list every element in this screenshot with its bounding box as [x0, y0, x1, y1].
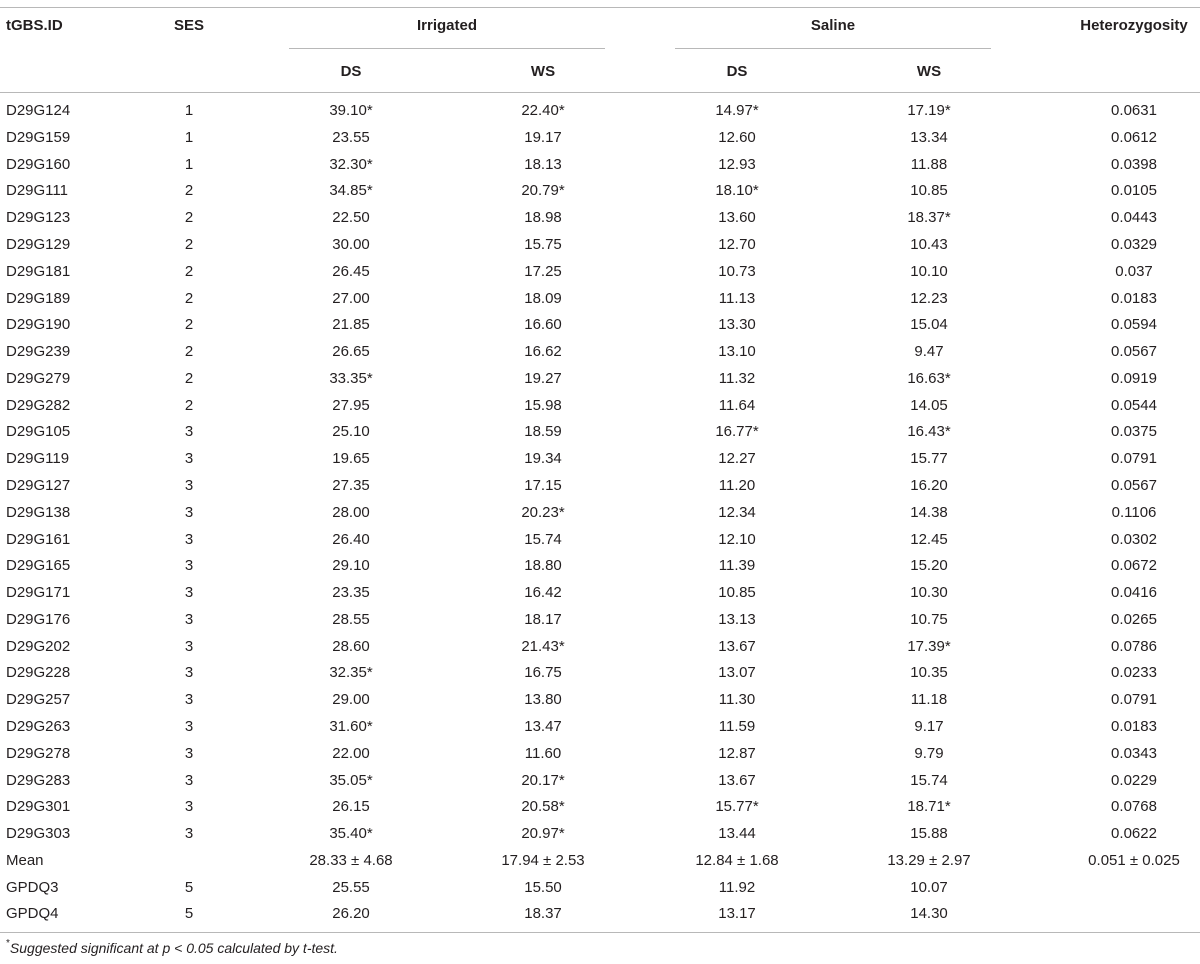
cell-ses: 3	[184, 476, 194, 494]
cell-saline-ds: 12.10	[718, 530, 756, 548]
cell-irrigated-ws: 21.43*	[521, 637, 565, 655]
cell-heterozygosity: 0.0398	[1111, 155, 1157, 173]
cell-saline-ds: 11.39	[718, 557, 756, 575]
cell-irrigated-ws: 19.17	[524, 128, 562, 146]
cell-saline-ws: 9.17	[914, 717, 944, 735]
cell-saline-ds: 13.44	[718, 825, 756, 843]
cell-irrigated-ws: 20.17*	[521, 771, 565, 789]
cell-irrigated-ws: 16.75	[524, 664, 562, 682]
cell-irrigated-ds: 23.55	[332, 128, 370, 146]
cell-irrigated-ws: 16.42	[524, 584, 562, 601]
cell-irrigated-ds: 28.60	[332, 637, 370, 655]
cell-ses: 1	[184, 155, 194, 173]
cell-heterozygosity: 0.0105	[1111, 182, 1157, 200]
cell-irrigated-ws: 20.79*	[521, 182, 565, 200]
cell-irrigated-ws: 17.15	[524, 476, 562, 494]
cell-saline-ws: 10.10	[910, 262, 948, 280]
cell-heterozygosity: 0.0622	[1111, 825, 1157, 843]
cell-irrigated-ds: 26.20	[332, 905, 370, 923]
cell-irrigated-ws: 15.50	[524, 878, 562, 896]
cell-irrigated-ds: 25.10	[332, 423, 370, 441]
cell-saline-ws: 13.34	[910, 128, 948, 146]
cell-saline-ws: 14.38	[910, 503, 948, 521]
cell-id: D29G123	[6, 209, 71, 227]
cell-saline-ds: 13.10	[718, 343, 756, 360]
footnote	[6, 940, 338, 956]
cell-irrigated-ws: 20.58*	[521, 798, 565, 816]
cell-ses: 3	[184, 664, 194, 682]
cell-saline-ws: 10.85	[910, 182, 948, 200]
cell-irrigated-ws: 13.47	[524, 717, 562, 735]
cell-irrigated-ws: 11.60	[524, 744, 562, 762]
cell-saline-ds: 12.84 ± 1.68	[695, 851, 779, 869]
cell-saline-ws: 18.71*	[907, 798, 951, 816]
cell-irrigated-ws: 18.09	[524, 289, 562, 307]
cell-saline-ds: 13.07	[718, 664, 756, 682]
cell-id: Mean	[6, 851, 44, 869]
cell-ses: 3	[184, 530, 194, 548]
cell-saline-ws: 15.88	[910, 825, 948, 843]
cell-ses: 2	[184, 262, 194, 280]
cell-heterozygosity: 0.0183	[1111, 289, 1157, 307]
cell-heterozygosity: 0.0443	[1111, 209, 1157, 227]
cell-ses: 2	[184, 209, 194, 227]
cell-ses: 5	[184, 878, 194, 896]
cell-ses: 5	[184, 905, 194, 923]
cell-heterozygosity: 0.0544	[1111, 396, 1157, 414]
header-rule	[0, 92, 1200, 93]
cell-irrigated-ds: 28.55	[332, 610, 370, 628]
cell-saline-ds: 11.32	[718, 369, 756, 387]
cell-irrigated-ws: 20.23*	[521, 503, 565, 521]
cell-irrigated-ds: 22.00	[332, 744, 370, 762]
cell-saline-ds: 11.64	[718, 396, 756, 414]
cell-heterozygosity: 0.0786	[1111, 637, 1157, 655]
cell-id: GPDQ4	[6, 905, 59, 923]
cell-irrigated-ws: 13.80	[524, 691, 562, 709]
cell-irrigated-ds: 26.15	[332, 798, 370, 816]
cell-saline-ws: 9.47	[914, 343, 944, 360]
cell-irrigated-ds: 28.33 ± 4.68	[309, 851, 393, 869]
cell-saline-ds: 13.13	[718, 610, 756, 628]
cell-saline-ws: 10.30	[910, 584, 948, 601]
cell-irrigated-ds: 32.35*	[329, 664, 373, 682]
saline-underline	[675, 48, 991, 49]
cell-saline-ws: 17.39*	[907, 637, 951, 655]
cell-irrigated-ds: 35.05*	[329, 771, 373, 789]
cell-irrigated-ds: 27.35	[332, 476, 370, 494]
cell-id: D29G119	[6, 450, 70, 468]
cell-ses: 2	[184, 235, 194, 253]
cell-heterozygosity: 0.0567	[1111, 343, 1157, 360]
cell-saline-ws: 15.74	[910, 771, 948, 789]
cell-saline-ws: 10.43	[910, 235, 948, 253]
cell-irrigated-ds: 30.00	[332, 235, 370, 253]
cell-ses: 2	[184, 316, 194, 334]
cell-id: D29G282	[6, 396, 71, 414]
header-irrigated-ds: DS	[340, 63, 362, 80]
bottom-rule	[0, 932, 1200, 933]
cell-ses: 3	[184, 744, 194, 762]
cell-id: D29G278	[6, 744, 71, 762]
cell-ses: 3	[184, 423, 194, 441]
cell-saline-ws: 10.35	[910, 664, 948, 682]
cell-ses: 3	[184, 798, 194, 816]
cell-heterozygosity: 0.0329	[1111, 235, 1157, 253]
cell-saline-ds: 12.27	[718, 450, 756, 468]
cell-saline-ws: 12.45	[910, 530, 948, 548]
cell-saline-ws: 15.04	[910, 316, 948, 334]
cell-ses: 2	[184, 289, 194, 307]
cell-heterozygosity: 0.1106	[1111, 503, 1157, 521]
cell-id: D29G161	[6, 530, 71, 548]
cell-id: D29G239	[6, 343, 71, 360]
cell-irrigated-ws: 18.17	[524, 610, 562, 628]
cell-irrigated-ds: 28.00	[332, 503, 370, 521]
cell-irrigated-ds: 23.35	[332, 584, 370, 601]
header-saline-ws: WS	[916, 63, 942, 80]
cell-saline-ws: 11.18	[910, 691, 948, 709]
cell-saline-ds: 11.20	[718, 476, 756, 494]
cell-ses: 2	[184, 369, 194, 387]
cell-irrigated-ws: 22.40*	[521, 102, 565, 119]
cell-saline-ws: 10.07	[910, 878, 948, 896]
cell-id: D29G202	[6, 637, 71, 655]
cell-heterozygosity: 0.0343	[1111, 744, 1157, 762]
cell-ses: 3	[184, 717, 194, 735]
cell-saline-ds: 12.60	[718, 128, 756, 146]
cell-ses: 3	[184, 503, 194, 521]
cell-irrigated-ds: 26.40	[332, 530, 370, 548]
cell-saline-ws: 16.63*	[907, 369, 951, 387]
top-rule	[0, 7, 1200, 8]
cell-saline-ds: 10.85	[718, 584, 756, 601]
cell-irrigated-ds: 19.65	[332, 450, 370, 468]
cell-id: D29G303	[6, 825, 71, 843]
cell-id: D29G159	[6, 128, 71, 146]
cell-irrigated-ds: 39.10*	[329, 102, 373, 119]
cell-heterozygosity: 0.0791	[1111, 691, 1157, 709]
cell-heterozygosity: 0.0612	[1111, 128, 1157, 146]
cell-saline-ws: 18.37*	[907, 209, 951, 227]
cell-heterozygosity: 0.0229	[1111, 771, 1157, 789]
cell-saline-ds: 18.10*	[715, 182, 759, 200]
cell-saline-ds: 15.77*	[715, 798, 759, 816]
cell-ses: 3	[184, 771, 194, 789]
cell-saline-ws: 16.20	[910, 476, 948, 494]
cell-id: D29G171	[6, 584, 71, 601]
cell-irrigated-ds: 33.35*	[329, 369, 373, 387]
cell-ses: 3	[184, 637, 194, 655]
cell-irrigated-ds: 25.55	[332, 878, 370, 896]
footnote-text: Suggested significant at p < 0.05 calculated by t-test.	[9, 940, 338, 956]
header-irrigated: Irrigated	[416, 17, 478, 34]
cell-ses: 2	[184, 343, 194, 360]
cell-ses: 3	[184, 691, 194, 709]
cell-irrigated-ws: 18.37	[524, 905, 562, 923]
cell-irrigated-ws: 15.98	[524, 396, 562, 414]
cell-id: D29G160	[6, 155, 71, 173]
cell-heterozygosity: 0.037	[1115, 262, 1153, 280]
header-irrigated-ws: WS	[530, 63, 556, 80]
cell-saline-ws: 13.29 ± 2.97	[887, 851, 971, 869]
cell-saline-ws: 12.23	[910, 289, 948, 307]
cell-saline-ds: 11.92	[718, 878, 756, 896]
cell-saline-ds: 12.70	[718, 235, 756, 253]
irrigated-underline	[289, 48, 605, 49]
cell-irrigated-ws: 18.59	[524, 423, 562, 441]
cell-ses: 2	[184, 182, 194, 200]
cell-irrigated-ds: 35.40*	[329, 825, 373, 843]
header-heterozygosity: Heterozygosity	[1080, 17, 1188, 34]
cell-id: D29G181	[6, 262, 71, 280]
cell-heterozygosity: 0.0183	[1111, 717, 1157, 735]
cell-irrigated-ds: 27.95	[332, 396, 370, 414]
cell-saline-ws: 9.79	[914, 744, 944, 762]
cell-id: D29G190	[6, 316, 71, 334]
cell-irrigated-ws: 16.60	[524, 316, 562, 334]
cell-irrigated-ws: 15.75	[524, 235, 562, 253]
cell-heterozygosity: 0.0416	[1111, 584, 1157, 601]
cell-saline-ws: 11.88	[910, 155, 948, 173]
cell-ses: 2	[184, 396, 194, 414]
cell-irrigated-ds: 21.85	[332, 316, 370, 334]
cell-saline-ds: 11.13	[718, 289, 756, 307]
cell-id: D29G263	[6, 717, 71, 735]
cell-id: D29G124	[6, 102, 71, 119]
cell-irrigated-ws: 18.80	[524, 557, 562, 575]
cell-id: D29G283	[6, 771, 71, 789]
cell-irrigated-ds: 32.30*	[329, 155, 373, 173]
cell-irrigated-ws: 18.13	[524, 155, 562, 173]
cell-saline-ws: 16.43*	[907, 423, 951, 441]
cell-id: D29G301	[6, 798, 71, 816]
cell-heterozygosity: 0.051 ± 0.025	[1088, 851, 1180, 869]
cell-irrigated-ws: 17.94 ± 2.53	[501, 851, 585, 869]
cell-id: D29G279	[6, 369, 71, 387]
cell-id: D29G105	[6, 423, 71, 441]
cell-heterozygosity: 0.0233	[1111, 664, 1157, 682]
cell-heterozygosity: 0.0672	[1111, 557, 1157, 575]
cell-saline-ws: 15.77	[910, 450, 948, 468]
cell-saline-ws: 10.75	[910, 610, 948, 628]
cell-saline-ds: 12.87	[718, 744, 756, 762]
cell-id: D29G127	[6, 476, 71, 494]
cell-ses: 3	[184, 557, 194, 575]
cell-saline-ds: 13.30	[718, 316, 756, 334]
cell-ses: 3	[184, 825, 194, 843]
cell-id: D29G176	[6, 610, 71, 628]
cell-heterozygosity: 0.0919	[1111, 369, 1157, 387]
cell-saline-ds: 11.59	[718, 717, 756, 735]
cell-irrigated-ds: 31.60*	[329, 717, 373, 735]
cell-ses: 1	[184, 102, 194, 119]
cell-irrigated-ds: 29.00	[332, 691, 370, 709]
cell-id: D29G138	[6, 503, 71, 521]
header-ses: SES	[173, 17, 205, 34]
cell-saline-ds: 13.60	[718, 209, 756, 227]
cell-id: D29G129	[6, 235, 71, 253]
cell-saline-ds: 16.77*	[715, 423, 759, 441]
cell-ses: 3	[184, 584, 194, 601]
cell-id: D29G189	[6, 289, 71, 307]
cell-id: D29G257	[6, 691, 71, 709]
cell-irrigated-ds: 27.00	[332, 289, 370, 307]
cell-saline-ds: 13.17	[718, 905, 756, 923]
cell-id: D29G228	[6, 664, 71, 682]
cell-irrigated-ds: 34.85*	[329, 182, 373, 200]
cell-id: D29G111	[6, 182, 68, 200]
cell-saline-ws: 15.20	[910, 557, 948, 575]
cell-saline-ds: 13.67	[718, 637, 756, 655]
cell-irrigated-ds: 26.65	[332, 343, 370, 360]
cell-irrigated-ws: 19.27	[524, 369, 562, 387]
cell-id: D29G165	[6, 557, 71, 575]
header-saline-ds: DS	[726, 63, 748, 80]
cell-irrigated-ws: 20.97*	[521, 825, 565, 843]
cell-saline-ds: 14.97*	[715, 102, 759, 119]
cell-saline-ws: 14.05	[910, 396, 948, 414]
cell-saline-ws: 14.30	[910, 905, 948, 923]
cell-saline-ds: 12.93	[718, 155, 756, 173]
header-saline: Saline	[810, 17, 856, 34]
cell-irrigated-ws: 17.25	[524, 262, 562, 280]
cell-heterozygosity: 0.0375	[1111, 423, 1157, 441]
cell-saline-ws: 17.19*	[907, 102, 951, 119]
cell-irrigated-ds: 22.50	[332, 209, 370, 227]
cell-irrigated-ds: 26.45	[332, 262, 370, 280]
cell-heterozygosity: 0.0567	[1111, 476, 1157, 494]
cell-id: GPDQ3	[6, 878, 59, 896]
cell-heterozygosity: 0.0302	[1111, 530, 1157, 548]
header-id: tGBS.ID	[6, 17, 63, 34]
cell-heterozygosity: 0.0631	[1111, 102, 1157, 119]
cell-irrigated-ds: 29.10	[332, 557, 370, 575]
cell-irrigated-ws: 16.62	[524, 343, 562, 360]
cell-heterozygosity: 0.0594	[1111, 316, 1157, 334]
cell-ses: 1	[184, 128, 194, 146]
cell-saline-ds: 11.30	[718, 691, 756, 709]
cell-irrigated-ws: 15.74	[524, 530, 562, 548]
cell-heterozygosity: 0.0265	[1111, 610, 1157, 628]
cell-ses: 3	[184, 450, 194, 468]
cell-ses: 3	[184, 610, 194, 628]
footnote-mark: *	[6, 938, 10, 949]
cell-saline-ds: 13.67	[718, 771, 756, 789]
cell-saline-ds: 12.34	[718, 503, 756, 521]
cell-heterozygosity: 0.0768	[1111, 798, 1157, 816]
cell-saline-ds: 10.73	[718, 262, 756, 280]
cell-irrigated-ws: 19.34	[524, 450, 562, 468]
cell-heterozygosity: 0.0791	[1111, 450, 1157, 468]
cell-irrigated-ws: 18.98	[524, 209, 562, 227]
